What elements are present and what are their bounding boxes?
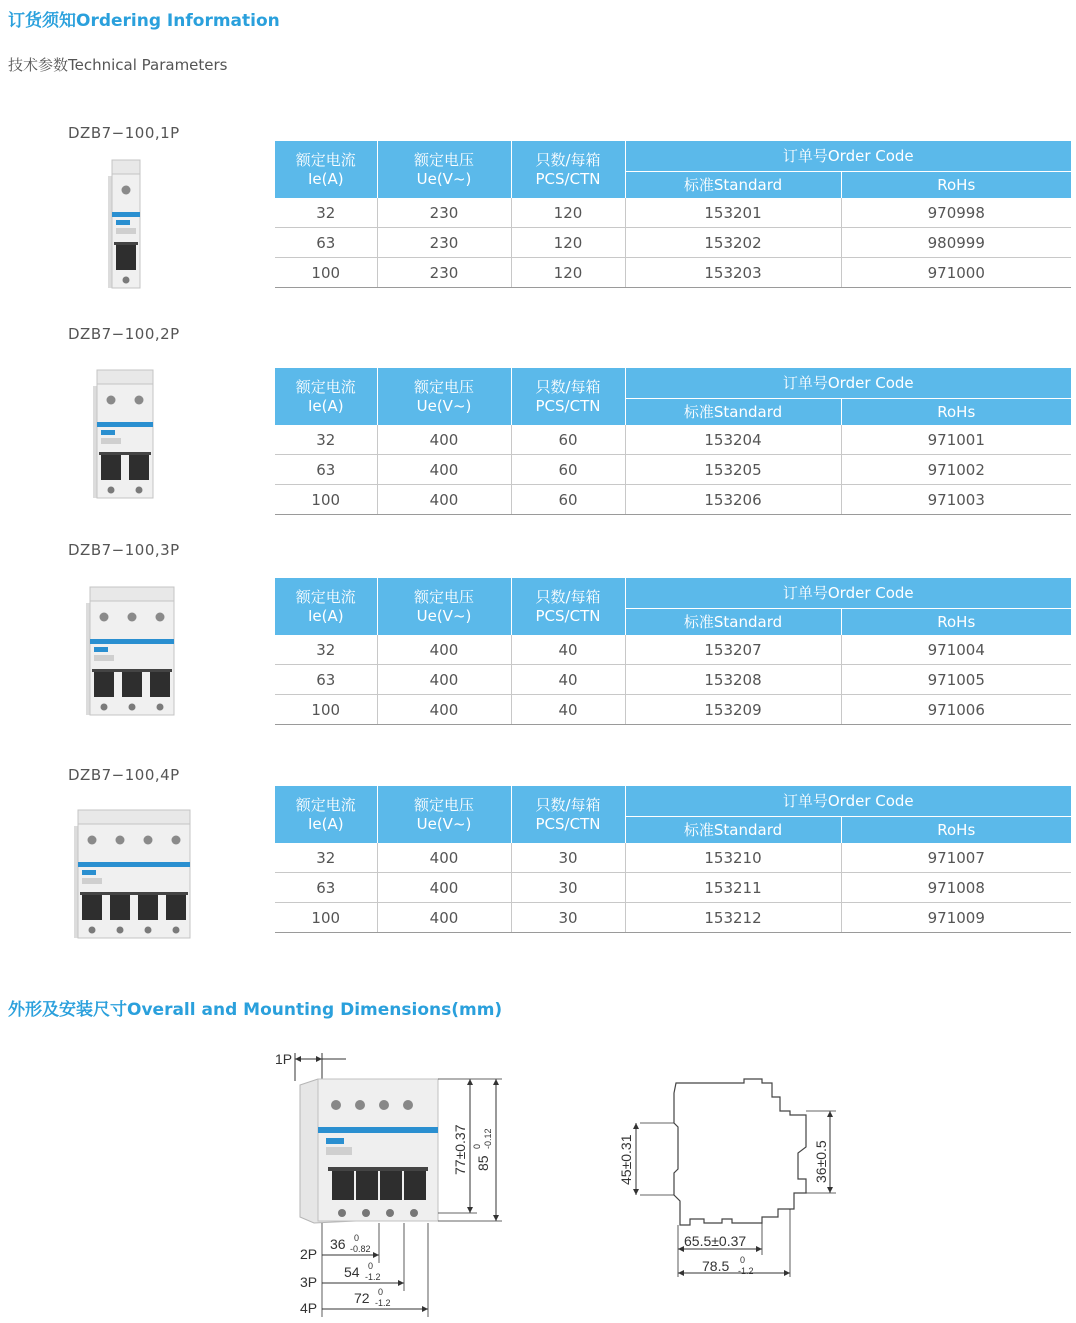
front-dimension-drawing bbox=[262, 1045, 522, 1320]
dim-width-54-tol-low: -1.2 bbox=[365, 1272, 381, 1282]
header-voltage-cn: 额定电压 bbox=[413, 150, 474, 169]
cell-voltage: 400 bbox=[377, 665, 511, 695]
cell-pcs: 40 bbox=[511, 665, 625, 695]
breaker-4p-image bbox=[300, 1079, 438, 1223]
cell-pcs: 60 bbox=[511, 485, 625, 515]
header-pcs bbox=[511, 141, 625, 198]
dim-height-77: 77±0.37 bbox=[452, 1124, 468, 1175]
header-standard: 标准Standard bbox=[625, 172, 841, 199]
header-current-cn: 额定电流 bbox=[295, 377, 356, 396]
header-current-cn: 额定电流 bbox=[295, 150, 356, 169]
dim-depth-36: 36±0.5 bbox=[813, 1140, 829, 1183]
dim-width-72-tol-up: 0 bbox=[378, 1287, 384, 1297]
header-pcs bbox=[511, 786, 625, 843]
label-3p: 3P bbox=[300, 1274, 318, 1290]
spec-table bbox=[275, 578, 1071, 725]
cell-voltage: 400 bbox=[377, 843, 511, 873]
tech-params-title: 技术参数Technical Parameters bbox=[8, 56, 228, 74]
header-rohs: RoHs bbox=[841, 399, 1071, 426]
dim-height-85: 85 bbox=[475, 1155, 491, 1171]
header-voltage-cn: 额定电压 bbox=[413, 795, 474, 814]
header-current bbox=[275, 578, 377, 635]
table-row bbox=[275, 228, 1071, 258]
ordering-title: 订货须知Ordering Information bbox=[8, 11, 280, 31]
product-model: DZB7−100,2P bbox=[68, 325, 180, 343]
header-rohs: RoHs bbox=[841, 172, 1071, 199]
table-row bbox=[275, 665, 1071, 695]
side-dimension-drawing bbox=[612, 1075, 852, 1285]
table-row bbox=[275, 425, 1071, 455]
cell-current: 32 bbox=[275, 425, 377, 455]
product-model: DZB7−100,1P bbox=[68, 124, 180, 142]
header-rohs: RoHs bbox=[841, 817, 1071, 844]
cell-standard: 153210 bbox=[625, 843, 841, 873]
label-4p: 4P bbox=[300, 1300, 318, 1316]
cell-pcs: 120 bbox=[511, 258, 625, 288]
header-voltage-cn: 额定电压 bbox=[413, 377, 474, 396]
table-row bbox=[275, 485, 1071, 515]
cell-pcs: 60 bbox=[511, 425, 625, 455]
dim-depth-45: 45±0.31 bbox=[618, 1134, 634, 1185]
header-voltage-en: Ue(V~) bbox=[416, 396, 472, 415]
spec-table bbox=[275, 141, 1071, 288]
dim-width-72-tol-low: -1.2 bbox=[375, 1298, 391, 1308]
cell-rohs: 971001 bbox=[841, 425, 1071, 455]
header-voltage bbox=[377, 368, 511, 425]
cell-standard: 153206 bbox=[625, 485, 841, 515]
header-voltage-en: Ue(V~) bbox=[416, 169, 472, 188]
cell-voltage: 230 bbox=[377, 228, 511, 258]
dimensions-title: 外形及安装尺寸Overall and Mounting Dimensions(mm) bbox=[8, 1000, 503, 1020]
cell-voltage: 230 bbox=[377, 258, 511, 288]
header-current-cn: 额定电流 bbox=[295, 795, 356, 814]
cell-standard: 153208 bbox=[625, 665, 841, 695]
dim-width-36: 36 bbox=[330, 1236, 346, 1252]
cell-voltage: 400 bbox=[377, 455, 511, 485]
cell-rohs: 970998 bbox=[841, 198, 1071, 228]
product-image bbox=[80, 366, 170, 506]
table-row bbox=[275, 258, 1071, 288]
header-voltage-en: Ue(V~) bbox=[416, 814, 472, 833]
header-pcs-cn: 只数/每箱 bbox=[535, 150, 601, 169]
cell-voltage: 400 bbox=[377, 635, 511, 665]
cell-rohs: 980999 bbox=[841, 228, 1071, 258]
cell-rohs: 971008 bbox=[841, 873, 1071, 903]
table-row bbox=[275, 455, 1071, 485]
header-current-cn: 额定电流 bbox=[295, 587, 356, 606]
cell-rohs: 971002 bbox=[841, 455, 1071, 485]
cell-pcs: 120 bbox=[511, 198, 625, 228]
header-order-code: 订单号Order Code bbox=[625, 786, 1071, 817]
header-pcs-en: PCS/CTN bbox=[535, 606, 601, 625]
cell-current: 63 bbox=[275, 665, 377, 695]
cell-pcs: 30 bbox=[511, 873, 625, 903]
cell-voltage: 400 bbox=[377, 425, 511, 455]
dim-height-85-tol-low: -0.12 bbox=[483, 1128, 493, 1149]
cell-pcs: 40 bbox=[511, 695, 625, 725]
header-pcs-en: PCS/CTN bbox=[535, 396, 601, 415]
header-pcs-cn: 只数/每箱 bbox=[535, 795, 601, 814]
cell-pcs: 30 bbox=[511, 903, 625, 933]
cell-standard: 153202 bbox=[625, 228, 841, 258]
cell-current: 100 bbox=[275, 485, 377, 515]
cell-current: 63 bbox=[275, 455, 377, 485]
cell-rohs: 971006 bbox=[841, 695, 1071, 725]
cell-current: 32 bbox=[275, 635, 377, 665]
header-voltage-cn: 额定电压 bbox=[413, 587, 474, 606]
header-standard: 标准Standard bbox=[625, 399, 841, 426]
dim-depth-78: 78.5 bbox=[702, 1258, 730, 1274]
dim-depth-65: 65.5±0.37 bbox=[684, 1233, 747, 1249]
cell-pcs: 30 bbox=[511, 843, 625, 873]
header-current bbox=[275, 368, 377, 425]
table-row bbox=[275, 198, 1071, 228]
header-order-code: 订单号Order Code bbox=[625, 368, 1071, 399]
dim-width-36-tol-up: 0 bbox=[354, 1233, 360, 1243]
cell-rohs: 971005 bbox=[841, 665, 1071, 695]
dim-width-36-tol-low: -0.82 bbox=[350, 1244, 371, 1254]
table-row bbox=[275, 873, 1071, 903]
header-current-en: Ie(A) bbox=[307, 606, 344, 625]
side-profile-outline bbox=[674, 1079, 806, 1225]
header-pcs-en: PCS/CTN bbox=[535, 169, 601, 188]
header-current-en: Ie(A) bbox=[307, 396, 344, 415]
cell-pcs: 120 bbox=[511, 228, 625, 258]
header-standard: 标准Standard bbox=[625, 609, 841, 636]
header-current bbox=[275, 141, 377, 198]
table-row bbox=[275, 843, 1071, 873]
cell-standard: 153205 bbox=[625, 455, 841, 485]
table-row bbox=[275, 635, 1071, 665]
cell-standard: 153211 bbox=[625, 873, 841, 903]
header-current-en: Ie(A) bbox=[307, 814, 344, 833]
dim-height-85-tol-up: 0 bbox=[472, 1143, 482, 1149]
header-voltage bbox=[377, 141, 511, 198]
cell-voltage: 230 bbox=[377, 198, 511, 228]
header-current-en: Ie(A) bbox=[307, 169, 344, 188]
cell-rohs: 971007 bbox=[841, 843, 1071, 873]
header-current bbox=[275, 786, 377, 843]
cell-current: 100 bbox=[275, 695, 377, 725]
label-1p: 1P bbox=[275, 1051, 293, 1067]
dim-width-54-tol-up: 0 bbox=[368, 1261, 374, 1271]
cell-rohs: 971004 bbox=[841, 635, 1071, 665]
product-image bbox=[76, 583, 188, 723]
header-voltage bbox=[377, 578, 511, 635]
cell-current: 100 bbox=[275, 258, 377, 288]
header-pcs bbox=[511, 368, 625, 425]
cell-current: 32 bbox=[275, 843, 377, 873]
table-row bbox=[275, 903, 1071, 933]
dim-width-54: 54 bbox=[344, 1264, 360, 1280]
cell-voltage: 400 bbox=[377, 485, 511, 515]
product-image bbox=[64, 806, 204, 946]
header-voltage-en: Ue(V~) bbox=[416, 606, 472, 625]
cell-rohs: 971000 bbox=[841, 258, 1071, 288]
cell-voltage: 400 bbox=[377, 873, 511, 903]
header-pcs-en: PCS/CTN bbox=[535, 814, 601, 833]
dim-depth-78-tol-low: -1.2 bbox=[738, 1266, 754, 1276]
cell-standard: 153207 bbox=[625, 635, 841, 665]
cell-current: 32 bbox=[275, 198, 377, 228]
cell-rohs: 971003 bbox=[841, 485, 1071, 515]
cell-voltage: 400 bbox=[377, 903, 511, 933]
cell-standard: 153204 bbox=[625, 425, 841, 455]
spec-table bbox=[275, 786, 1071, 933]
spec-table bbox=[275, 368, 1071, 515]
cell-pcs: 40 bbox=[511, 635, 625, 665]
product-model: DZB7−100,3P bbox=[68, 541, 180, 559]
cell-standard: 153212 bbox=[625, 903, 841, 933]
cell-current: 63 bbox=[275, 228, 377, 258]
label-2p: 2P bbox=[300, 1246, 318, 1262]
cell-voltage: 400 bbox=[377, 695, 511, 725]
dim-depth-78-tol-up: 0 bbox=[740, 1255, 746, 1265]
dim-width-72: 72 bbox=[354, 1290, 370, 1306]
product-image bbox=[94, 156, 158, 296]
header-pcs-cn: 只数/每箱 bbox=[535, 587, 601, 606]
header-order-code: 订单号Order Code bbox=[625, 141, 1071, 172]
cell-standard: 153201 bbox=[625, 198, 841, 228]
cell-standard: 153203 bbox=[625, 258, 841, 288]
header-order-code: 订单号Order Code bbox=[625, 578, 1071, 609]
cell-pcs: 60 bbox=[511, 455, 625, 485]
header-standard: 标准Standard bbox=[625, 817, 841, 844]
header-voltage bbox=[377, 786, 511, 843]
header-pcs bbox=[511, 578, 625, 635]
header-pcs-cn: 只数/每箱 bbox=[535, 377, 601, 396]
cell-standard: 153209 bbox=[625, 695, 841, 725]
cell-rohs: 971009 bbox=[841, 903, 1071, 933]
cell-current: 100 bbox=[275, 903, 377, 933]
product-model: DZB7−100,4P bbox=[68, 766, 180, 784]
table-row bbox=[275, 695, 1071, 725]
header-rohs: RoHs bbox=[841, 609, 1071, 636]
cell-current: 63 bbox=[275, 873, 377, 903]
